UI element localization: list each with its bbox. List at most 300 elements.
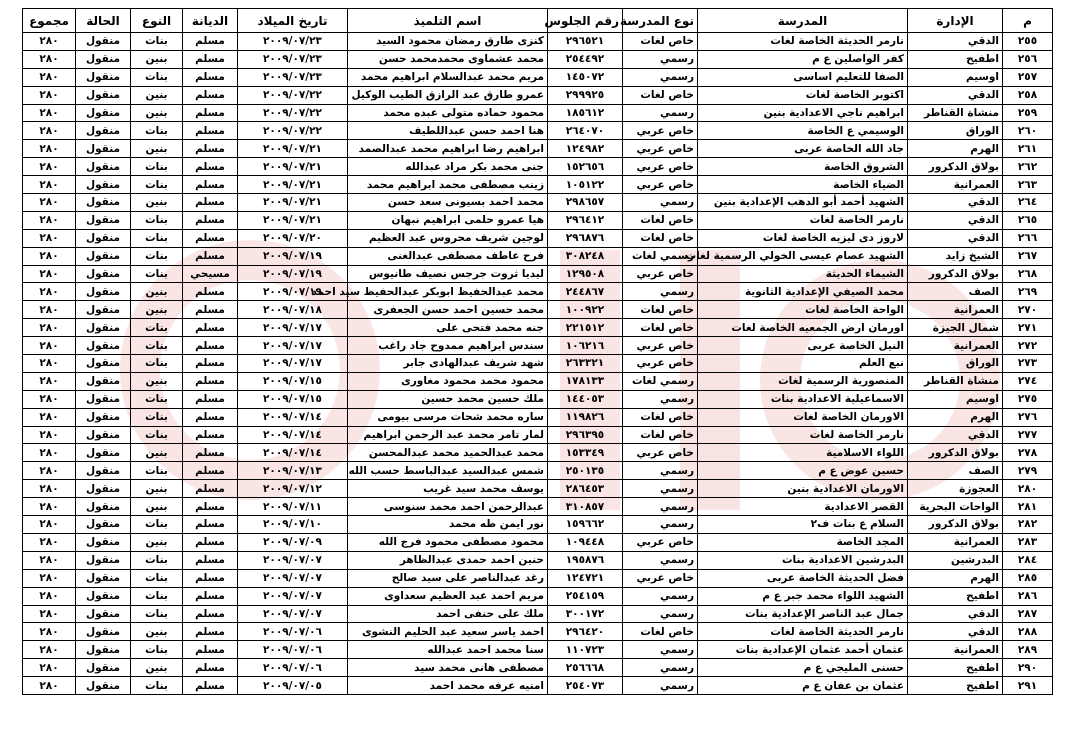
table-row [23, 355, 1053, 373]
cell-index: ٢٨١ [1003, 498, 1053, 516]
cell-total: ٢٨٠ [23, 462, 76, 480]
cell-school: جمال عبد الناصر الإعدادية بنات [698, 605, 908, 623]
cell-index: ٢٧٤ [1003, 372, 1053, 390]
cell-religion: مسلم [183, 140, 238, 158]
cell-student-name: محمود مصطفى محمود فرج الله [348, 533, 548, 551]
cell-religion: مسلم [183, 319, 238, 337]
table-row [23, 605, 1053, 623]
cell-school-type: خاص لغات [623, 408, 698, 426]
cell-status: منقول [76, 122, 131, 140]
cell-birth-date: ٢٠٠٩/٠٧/١٥ [238, 372, 348, 390]
cell-total: ٢٨٠ [23, 86, 76, 104]
cell-directorate: اطفيح [908, 659, 1003, 677]
cell-religion: مسلم [183, 122, 238, 140]
table-row [23, 122, 1053, 140]
cell-seat-number: ٢٩٦٤١٢ [548, 211, 623, 229]
cell-index: ٢٨٨ [1003, 623, 1053, 641]
cell-gender: بنات [131, 462, 183, 480]
cell-directorate: اوسيم [908, 68, 1003, 86]
cell-index: ٢٧٩ [1003, 462, 1053, 480]
cell-total: ٢٨٠ [23, 283, 76, 301]
cell-gender: بنين [131, 301, 183, 319]
cell-status: منقول [76, 408, 131, 426]
cell-school-type: رسمي [623, 641, 698, 659]
cell-student-name: ليديا ثروت جرجس نصيف طانيوس [348, 265, 548, 283]
cell-religion: مسيحي [183, 265, 238, 283]
cell-birth-date: ٢٠٠٩/٠٧/٢١ [238, 140, 348, 158]
cell-gender: بنات [131, 569, 183, 587]
cell-directorate: شمال الجيزة [908, 319, 1003, 337]
cell-seat-number: ١١٩٨٢٦ [548, 408, 623, 426]
cell-religion: مسلم [183, 301, 238, 319]
cell-gender: بنين [131, 50, 183, 68]
cell-directorate: اطفيح [908, 587, 1003, 605]
cell-total: ٢٨٠ [23, 194, 76, 212]
cell-index: ٢٦٠ [1003, 122, 1053, 140]
cell-status: منقول [76, 444, 131, 462]
cell-index: ٢٥٧ [1003, 68, 1053, 86]
cell-total: ٢٨٠ [23, 337, 76, 355]
cell-birth-date: ٢٠٠٩/٠٧/٢٣ [238, 68, 348, 86]
results-table-wrapper [22, 8, 1052, 695]
cell-school-type: رسمي [623, 587, 698, 605]
cell-school: ابراهيم ناجي الاعدادية بنين [698, 104, 908, 122]
cell-directorate: الهرم [908, 408, 1003, 426]
cell-student-name: محمد احمد بسيونى سعد حسن [348, 194, 548, 212]
cell-student-name: محمود حماده متولى عبده محمد [348, 104, 548, 122]
cell-index: ٢٩٠ [1003, 659, 1053, 677]
cell-religion: مسلم [183, 480, 238, 498]
cell-gender: بنين [131, 372, 183, 390]
cell-status: منقول [76, 140, 131, 158]
cell-gender: بنات [131, 355, 183, 373]
cell-directorate: العجوزة [908, 480, 1003, 498]
table-row [23, 68, 1053, 86]
cell-total: ٢٨٠ [23, 623, 76, 641]
cell-school: المجد الخاصة [698, 533, 908, 551]
col-header-index: م [1003, 9, 1053, 33]
cell-school: القصر الاعدادية [698, 498, 908, 516]
cell-birth-date: ٢٠٠٩/٠٧/٢٢ [238, 104, 348, 122]
cell-total: ٢٨٠ [23, 659, 76, 677]
cell-status: منقول [76, 283, 131, 301]
cell-seat-number: ٢٩٦٤٢٠ [548, 623, 623, 641]
cell-student-name: نور ايمن طه محمد [348, 516, 548, 534]
cell-birth-date: ٢٠٠٩/٠٧/٠٦ [238, 623, 348, 641]
cell-status: منقول [76, 265, 131, 283]
cell-school: فضل الحديثة الخاصة عربى [698, 569, 908, 587]
cell-total: ٢٨٠ [23, 498, 76, 516]
cell-status: منقول [76, 104, 131, 122]
cell-directorate: الصف [908, 283, 1003, 301]
cell-school-type: خاص عربي [623, 337, 698, 355]
cell-birth-date: ٢٠٠٩/٠٧/٠٧ [238, 569, 348, 587]
cell-religion: مسلم [183, 104, 238, 122]
cell-gender: بنين [131, 533, 183, 551]
cell-religion: مسلم [183, 516, 238, 534]
cell-student-name: ملك حسين محمد حسين [348, 390, 548, 408]
cell-directorate: الدقي [908, 605, 1003, 623]
cell-school-type: رسمي [623, 283, 698, 301]
cell-birth-date: ٢٠٠٩/٠٧/١٣ [238, 462, 348, 480]
cell-religion: مسلم [183, 587, 238, 605]
cell-school: نارمر الخاصة لغات [698, 211, 908, 229]
cell-seat-number: ٢٩٩٩٢٥ [548, 86, 623, 104]
cell-school: المنصورية الرسمية لغات [698, 372, 908, 390]
cell-birth-date: ٢٠٠٩/٠٧/٠٩ [238, 533, 348, 551]
cell-status: منقول [76, 480, 131, 498]
cell-seat-number: ١٩٥٨٧٦ [548, 551, 623, 569]
cell-student-name: محمد عبدالحفيظ ابوبكر عبدالحفيظ سيد احمد [348, 283, 548, 301]
cell-student-name: عبدالرحمن احمد محمد سنوسى [348, 498, 548, 516]
table-row [23, 211, 1053, 229]
cell-religion: مسلم [183, 355, 238, 373]
cell-index: ٢٧٠ [1003, 301, 1053, 319]
cell-index: ٢٧١ [1003, 319, 1053, 337]
cell-school: الشهيد أحمد أبو الدهب الإعدادية بنين [698, 194, 908, 212]
cell-seat-number: ١٠٥١٢٢ [548, 176, 623, 194]
cell-total: ٢٨٠ [23, 390, 76, 408]
cell-religion: مسلم [183, 372, 238, 390]
cell-directorate: اطفيح [908, 677, 1003, 695]
cell-status: منقول [76, 319, 131, 337]
cell-school-type: خاص عربي [623, 176, 698, 194]
cell-total: ٢٨٠ [23, 408, 76, 426]
cell-student-name: لوجين شريف محروس عبد العظيم [348, 229, 548, 247]
cell-school: حسنى المليجي ع م [698, 659, 908, 677]
cell-student-name: مريم احمد عبد العظيم سعداوى [348, 587, 548, 605]
cell-status: منقول [76, 372, 131, 390]
cell-seat-number: ٢٦٣٣٢١ [548, 355, 623, 373]
table-row [23, 86, 1053, 104]
cell-birth-date: ٢٠٠٩/٠٧/١٤ [238, 408, 348, 426]
cell-religion: مسلم [183, 659, 238, 677]
cell-school-type: رسمي [623, 677, 698, 695]
cell-school-type: رسمي [623, 480, 698, 498]
cell-index: ٢٨٥ [1003, 569, 1053, 587]
cell-school-type: خاص عربي [623, 533, 698, 551]
table-row [23, 140, 1053, 158]
cell-school: السلام ع بنات ف٢ [698, 516, 908, 534]
cell-religion: مسلم [183, 533, 238, 551]
cell-birth-date: ٢٠٠٩/٠٧/١٧ [238, 319, 348, 337]
cell-gender: بنات [131, 265, 183, 283]
cell-gender: بنات [131, 605, 183, 623]
cell-index: ٢٦٣ [1003, 176, 1053, 194]
cell-seat-number: ٣٠٨٢٤٨ [548, 247, 623, 265]
cell-total: ٢٨٠ [23, 104, 76, 122]
cell-directorate: اوسيم [908, 390, 1003, 408]
cell-gender: بنات [131, 677, 183, 695]
cell-directorate: الدقي [908, 623, 1003, 641]
cell-index: ٢٧٧ [1003, 426, 1053, 444]
cell-directorate: العمرانية [908, 301, 1003, 319]
cell-school: الاورمان الاعدادية بنين [698, 480, 908, 498]
cell-religion: مسلم [183, 605, 238, 623]
table-header-row [23, 9, 1053, 33]
cell-index: ٢٥٨ [1003, 86, 1053, 104]
cell-religion: مسلم [183, 211, 238, 229]
table-row [23, 480, 1053, 498]
cell-school: حسين عوض ع م [698, 462, 908, 480]
cell-total: ٢٨٠ [23, 68, 76, 86]
cell-religion: مسلم [183, 283, 238, 301]
cell-school: الشهيد عصام عيسى الخولي الرسمية لغات [698, 247, 908, 265]
cell-student-name: سنا محمد احمد عبدالله [348, 641, 548, 659]
cell-school: اورمان ارض الجمعيه الخاصة لغات [698, 319, 908, 337]
table-row [23, 623, 1053, 641]
cell-religion: مسلم [183, 444, 238, 462]
cell-birth-date: ٢٠٠٩/٠٧/١٧ [238, 355, 348, 373]
cell-seat-number: ٢٩٦٨٧٦ [548, 229, 623, 247]
cell-directorate: الهرم [908, 569, 1003, 587]
cell-school-type: خاص عربي [623, 265, 698, 283]
table-row [23, 408, 1053, 426]
cell-status: منقول [76, 33, 131, 51]
cell-school-type: رسمي [623, 605, 698, 623]
table-row [23, 462, 1053, 480]
cell-seat-number: ٢٥٤٤٩٢ [548, 50, 623, 68]
table-row [23, 569, 1053, 587]
cell-school-type: خاص عربي [623, 444, 698, 462]
cell-school-type: خاص عربي [623, 355, 698, 373]
cell-birth-date: ٢٠٠٩/٠٧/١٤ [238, 426, 348, 444]
cell-status: منقول [76, 426, 131, 444]
cell-total: ٢٨٠ [23, 677, 76, 695]
cell-religion: مسلم [183, 569, 238, 587]
table-row [23, 444, 1053, 462]
col-header-total: مجموع [23, 9, 76, 33]
cell-directorate: البدرشين [908, 551, 1003, 569]
cell-index: ٢٥٦ [1003, 50, 1053, 68]
cell-religion: مسلم [183, 229, 238, 247]
cell-school: الاورمان الخاصة لغات [698, 408, 908, 426]
cell-total: ٢٨٠ [23, 122, 76, 140]
cell-index: ٢٩١ [1003, 677, 1053, 695]
cell-birth-date: ٢٠٠٩/٠٧/١٤ [238, 444, 348, 462]
cell-total: ٢٨٠ [23, 33, 76, 51]
table-row [23, 551, 1053, 569]
cell-total: ٢٨٠ [23, 211, 76, 229]
cell-total: ٢٨٠ [23, 50, 76, 68]
cell-directorate: الهرم [908, 140, 1003, 158]
cell-school: كفر الواصلين ع م [698, 50, 908, 68]
cell-directorate: منشاة القناطر [908, 372, 1003, 390]
cell-student-name: شهد شريف عبدالهادى جابر [348, 355, 548, 373]
cell-school: الشيماء الحديثة [698, 265, 908, 283]
cell-student-name: مصطفى هانى محمد سيد [348, 659, 548, 677]
cell-total: ٢٨٠ [23, 444, 76, 462]
table-row [23, 390, 1053, 408]
cell-status: منقول [76, 301, 131, 319]
cell-birth-date: ٢٠٠٩/٠٧/١٢ [238, 480, 348, 498]
cell-directorate: الوراق [908, 122, 1003, 140]
cell-seat-number: ١٠٩٤٤٨ [548, 533, 623, 551]
cell-student-name: يوسف محمد سيد غريب [348, 480, 548, 498]
cell-directorate: العمرانية [908, 337, 1003, 355]
cell-seat-number: ٣٠٠١٧٢ [548, 605, 623, 623]
col-header-gender: النوع [131, 9, 183, 33]
table-row [23, 50, 1053, 68]
cell-school: الصفا للتعليم اساسى [698, 68, 908, 86]
cell-index: ٢٧٥ [1003, 390, 1053, 408]
cell-school-type: رسمي [623, 516, 698, 534]
table-row [23, 498, 1053, 516]
cell-index: ٢٧٦ [1003, 408, 1053, 426]
cell-index: ٢٦٢ [1003, 158, 1053, 176]
cell-seat-number: ٣١٠٨٥٧ [548, 498, 623, 516]
cell-birth-date: ٢٠٠٩/٠٧/٠٥ [238, 677, 348, 695]
cell-seat-number: ٢٩٦٣٩٥ [548, 426, 623, 444]
cell-gender: بنين [131, 498, 183, 516]
cell-gender: بنات [131, 122, 183, 140]
cell-religion: مسلم [183, 623, 238, 641]
cell-student-name: لمار تامر محمد عبد الرحمن ابراهيم [348, 426, 548, 444]
cell-school-type: رسمي لغات [623, 247, 698, 265]
cell-directorate: الصف [908, 462, 1003, 480]
cell-gender: بنين [131, 104, 183, 122]
cell-status: منقول [76, 569, 131, 587]
cell-seat-number: ٢٢١٥١٢ [548, 319, 623, 337]
cell-index: ٢٦٥ [1003, 211, 1053, 229]
cell-directorate: الدقي [908, 86, 1003, 104]
cell-religion: مسلم [183, 390, 238, 408]
cell-directorate: الدقي [908, 426, 1003, 444]
cell-birth-date: ٢٠٠٩/٠٧/٢٣ [238, 50, 348, 68]
cell-seat-number: ١٠٦٢١٦ [548, 337, 623, 355]
cell-index: ٢٨٧ [1003, 605, 1053, 623]
cell-seat-number: ١٢٩٥٠٨ [548, 265, 623, 283]
cell-birth-date: ٢٠٠٩/٠٧/٠٦ [238, 659, 348, 677]
col-header-status: الحالة [76, 9, 131, 33]
table-row [23, 229, 1053, 247]
cell-student-name: جنه محمد فتحى على [348, 319, 548, 337]
cell-directorate: الواحات البحرية [908, 498, 1003, 516]
table-row [23, 659, 1053, 677]
cell-seat-number: ١٢٤٧٢١ [548, 569, 623, 587]
col-header-birth-date: تاريخ الميلاد [238, 9, 348, 33]
cell-status: منقول [76, 50, 131, 68]
cell-school-type: خاص لغات [623, 426, 698, 444]
cell-school: نارمر الخاصة لغات [698, 426, 908, 444]
table-row [23, 677, 1053, 695]
cell-school-type: رسمي [623, 50, 698, 68]
cell-student-name: زينب مصطفى محمد ابراهيم محمد [348, 176, 548, 194]
cell-directorate: بولاق الدكرور [908, 444, 1003, 462]
cell-total: ٢٨٠ [23, 480, 76, 498]
cell-school: لاروز دى ليزيه الخاصة لغات [698, 229, 908, 247]
cell-school-type: خاص عربي [623, 122, 698, 140]
cell-school-type: رسمي [623, 194, 698, 212]
cell-status: منقول [76, 86, 131, 104]
cell-seat-number: ٢٦٤٠٧٠ [548, 122, 623, 140]
cell-birth-date: ٢٠٠٩/٠٧/٢٣ [238, 33, 348, 51]
cell-birth-date: ٢٠٠٩/٠٧/٢١ [238, 176, 348, 194]
cell-school: محمد الصيفي الإعدادية الثانوية [698, 283, 908, 301]
table-row [23, 247, 1053, 265]
cell-seat-number: ٢٥٦٦٦٨ [548, 659, 623, 677]
cell-school-type: خاص عربي [623, 158, 698, 176]
cell-seat-number: ١٤٤٠٥٣ [548, 390, 623, 408]
cell-religion: مسلم [183, 247, 238, 265]
cell-total: ٢٨٠ [23, 516, 76, 534]
cell-total: ٢٨٠ [23, 355, 76, 373]
table-row [23, 283, 1053, 301]
cell-seat-number: ١٧٨١٣٣ [548, 372, 623, 390]
cell-birth-date: ٢٠٠٩/٠٧/٢٢ [238, 86, 348, 104]
cell-directorate: الدقي [908, 211, 1003, 229]
cell-gender: بنين [131, 86, 183, 104]
cell-student-name: سندس ابراهيم ممدوح جاد راغب [348, 337, 548, 355]
cell-student-name: امنيه عرفه محمد احمد [348, 677, 548, 695]
cell-school: اكتوبر الخاصة لغات [698, 86, 908, 104]
cell-gender: بنين [131, 140, 183, 158]
cell-birth-date: ٢٠٠٩/٠٧/١١ [238, 498, 348, 516]
cell-status: منقول [76, 390, 131, 408]
table-row [23, 426, 1053, 444]
cell-religion: مسلم [183, 498, 238, 516]
cell-seat-number: ١٥٩٦٦٢ [548, 516, 623, 534]
cell-index: ٢٨٩ [1003, 641, 1053, 659]
cell-school-type: رسمي [623, 498, 698, 516]
cell-seat-number: ١٠٠٩٢٢ [548, 301, 623, 319]
cell-birth-date: ٢٠٠٩/٠٧/١٩ [238, 265, 348, 283]
cell-school-type: خاص لغات [623, 33, 698, 51]
cell-student-name: ساره محمد شحات مرسى بيومى [348, 408, 548, 426]
cell-status: منقول [76, 194, 131, 212]
cell-religion: مسلم [183, 158, 238, 176]
cell-school: الاسماعيلية الاعدادية بنات [698, 390, 908, 408]
cell-student-name: حنين احمد حمدى عبدالظاهر [348, 551, 548, 569]
cell-school: الضياء الخاصة [698, 176, 908, 194]
cell-gender: بنات [131, 390, 183, 408]
cell-school: النيل الخاصة عربى [698, 337, 908, 355]
cell-total: ٢٨٠ [23, 587, 76, 605]
cell-birth-date: ٢٠٠٩/٠٧/٠٧ [238, 587, 348, 605]
cell-birth-date: ٢٠٠٩/٠٧/٢٢ [238, 122, 348, 140]
cell-status: منقول [76, 641, 131, 659]
cell-school-type: خاص لغات [623, 86, 698, 104]
cell-student-name: محمود محمد محمود مغاورى [348, 372, 548, 390]
cell-status: منقول [76, 677, 131, 695]
cell-student-name: هنا احمد حسن عبداللطيف [348, 122, 548, 140]
cell-birth-date: ٢٠٠٩/٠٧/٢١ [238, 194, 348, 212]
cell-gender: بنات [131, 641, 183, 659]
cell-birth-date: ٢٠٠٩/٠٧/٢١ [238, 158, 348, 176]
cell-index: ٢٧٣ [1003, 355, 1053, 373]
cell-gender: بنات [131, 426, 183, 444]
cell-religion: مسلم [183, 677, 238, 695]
cell-directorate: الدقي [908, 33, 1003, 51]
cell-school: الشهيد اللواء محمد جبر ع م [698, 587, 908, 605]
cell-gender: بنين [131, 444, 183, 462]
cell-gender: بنين [131, 283, 183, 301]
cell-religion: مسلم [183, 50, 238, 68]
cell-birth-date: ٢٠٠٩/٠٧/١٩ [238, 247, 348, 265]
cell-religion: مسلم [183, 462, 238, 480]
cell-seat-number: ٢٨٦٤٥٣ [548, 480, 623, 498]
table-row [23, 265, 1053, 283]
cell-school-type: خاص لغات [623, 623, 698, 641]
cell-directorate: العمرانية [908, 641, 1003, 659]
cell-seat-number: ١٥٢٦٥٦ [548, 158, 623, 176]
cell-gender: بنات [131, 211, 183, 229]
cell-total: ٢٨٠ [23, 140, 76, 158]
cell-index: ٢٦٧ [1003, 247, 1053, 265]
cell-school-type: خاص عربي [623, 140, 698, 158]
cell-school-type: رسمي [623, 68, 698, 86]
cell-status: منقول [76, 229, 131, 247]
